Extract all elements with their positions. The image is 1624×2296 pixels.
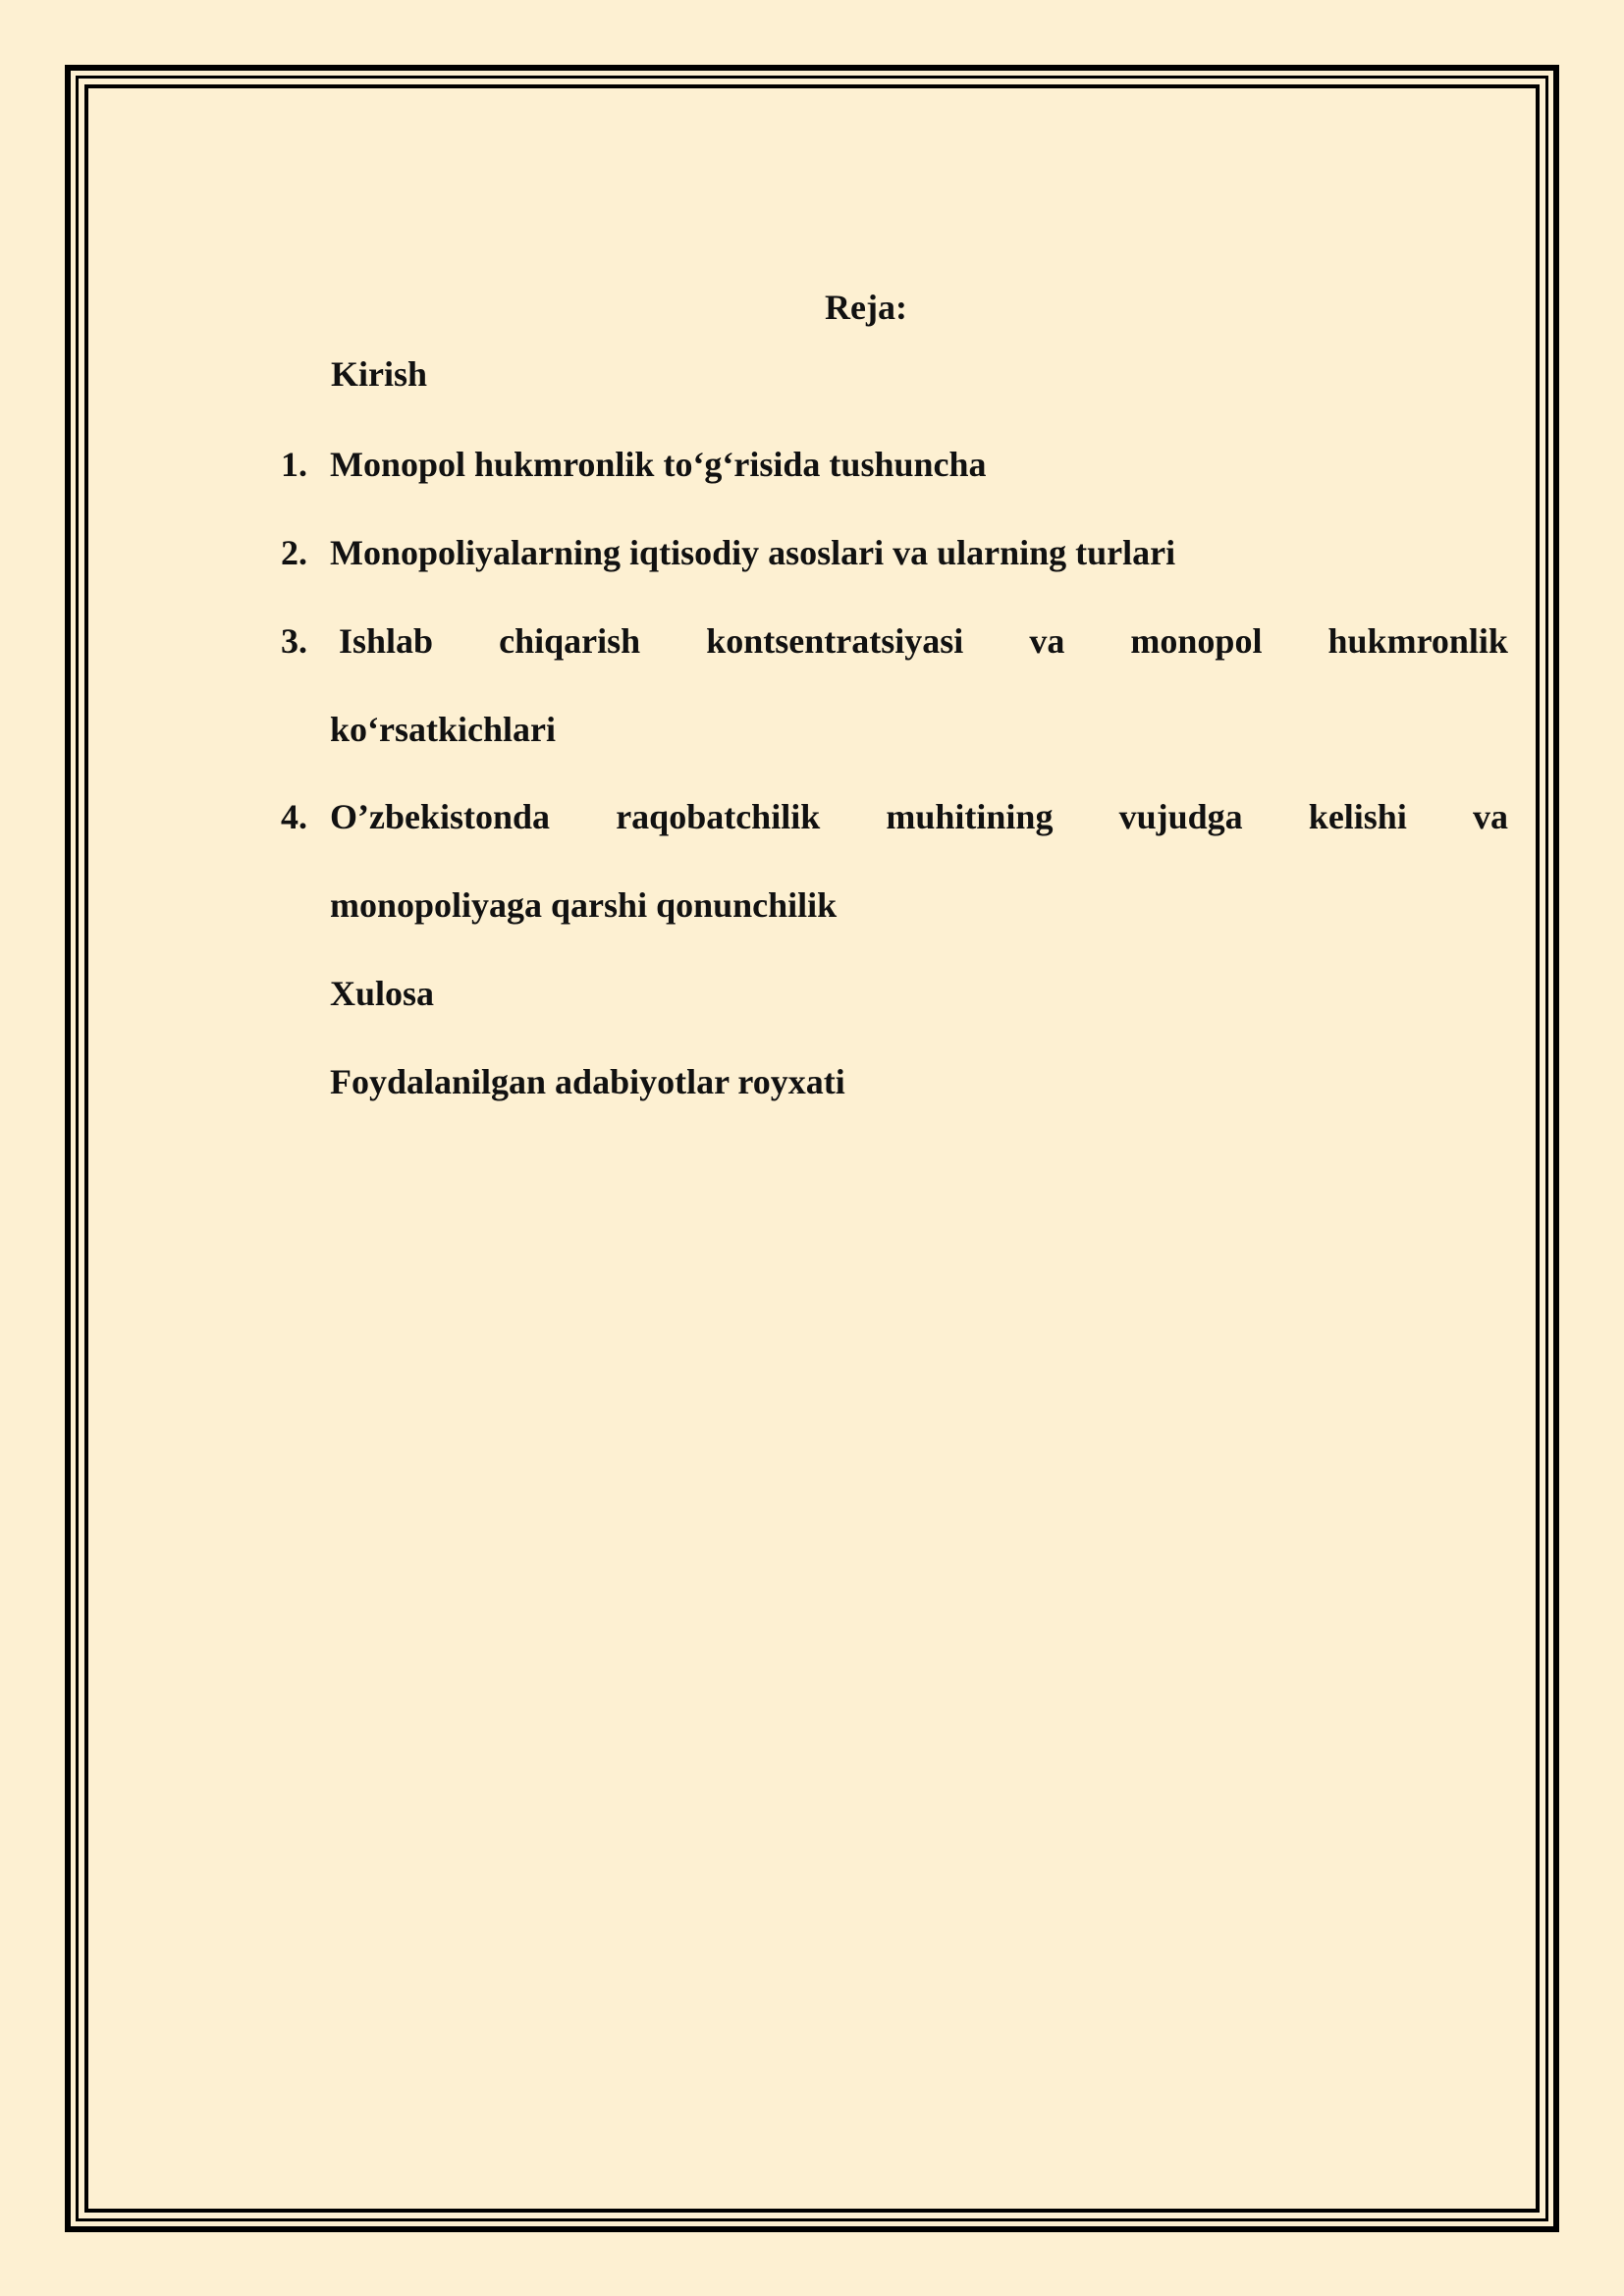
item-3-word: monopol [1130,621,1263,661]
item-4-number: 4. [281,797,307,836]
item-4-word: raqobatchilik [616,797,821,836]
item-4-word: va [1472,797,1508,836]
conclusion-item: Xulosa [330,974,435,1013]
item-4-word: O’zbekistonda [330,797,551,836]
item-3-line-2: ko‘rsatkichlari [330,710,556,749]
item-2-number: 2. [281,533,307,572]
item-4-line-2: monopoliyaga qarshi qonunchilik [330,885,838,925]
item-3-word: hukmronlik [1327,621,1508,661]
plan-title: Reja: [825,288,907,327]
item-3-word: chiqarish [499,621,641,661]
item-1-text: Monopol hukmronlik to‘g‘risida tushuncha [330,445,987,484]
item-4-word: vujudga [1118,797,1243,836]
item-4-word: muhitining [886,797,1054,836]
item-3-word: kontsentratsiyasi [706,621,964,661]
item-3-word: Ishlab [339,621,434,661]
item-3-word: va [1029,621,1065,661]
item-4-word: kelishi [1308,797,1407,836]
references-item: Foydalanilgan adabiyotlar royxati [330,1062,845,1101]
item-4-line-1 [330,799,1508,834]
item-3-number: 3. [281,621,307,661]
item-3-line-1 [339,623,1508,659]
intro-item: Kirish [331,354,428,394]
item-2-text: Monopoliyalarning iqtisodiy asoslari va ularning turlari [330,533,1176,572]
item-1-number: 1. [281,445,307,484]
